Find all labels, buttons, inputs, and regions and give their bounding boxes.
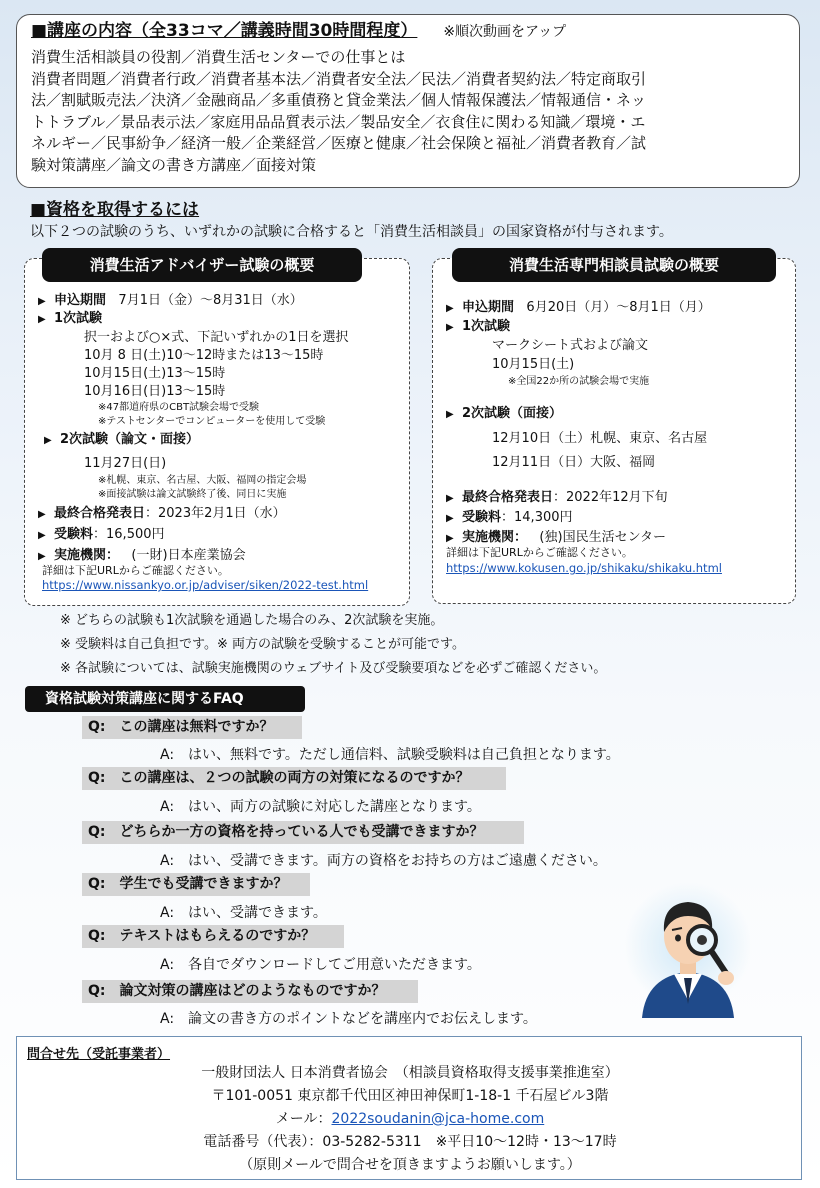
- course-note: ※順次動画をアップ: [443, 24, 567, 40]
- adviser-first: [38, 310, 102, 329]
- course-line: 法／割賦販売法／決済／金融商品／多重債務と貸金業法／個人情報保護法／情報通信・ネッ: [31, 91, 647, 109]
- adviser-second-label: 2次試験（論文・面接）: [60, 432, 200, 447]
- triangle-bullet-icon: ▶: [38, 551, 46, 562]
- adviser-result-value: ：2023年2月1日（水）: [145, 506, 286, 521]
- adviser-fee-label: 受験料: [54, 527, 94, 542]
- specialist-apply: [446, 299, 711, 318]
- faq-answer: A: 各自でダウンロードしてご用意いただきます。: [160, 957, 481, 973]
- adviser-result-label: 最終合格発表日: [54, 506, 146, 521]
- triangle-bullet-icon: ▶: [446, 409, 454, 420]
- adviser-result: [38, 505, 286, 524]
- contact-mail-label: メール：: [275, 1111, 332, 1127]
- exam-note: ※ 受験料は自己負担です。※ 両方の試験を受験することが可能です。: [60, 637, 465, 652]
- adviser-apply-label: 申込期間: [54, 293, 107, 308]
- triangle-bullet-icon: ▶: [446, 493, 454, 504]
- specialist-result-label: 最終合格発表日: [462, 490, 554, 505]
- triangle-bullet-icon: ▶: [38, 314, 46, 325]
- faq-title: 資格試験対策講座に関するFAQ: [25, 686, 305, 712]
- qualification-title: [30, 198, 199, 222]
- triangle-bullet-icon: ▶: [38, 296, 46, 307]
- triangle-bullet-icon: ▶: [38, 530, 46, 541]
- adviser-fee: [38, 526, 165, 545]
- contact-request: （原則メールで問合せを頂きますようお願いします。）: [239, 1157, 581, 1173]
- specialist-first-note: ※全国22か所の試験会場で実施: [508, 376, 650, 387]
- course-line: ネルギー／民事紛争／経済一般／企業経営／医療と健康／社会保険と福祉／消費者教育／試: [31, 134, 647, 152]
- faq-answer: A: はい、受講できます。: [160, 905, 327, 921]
- specialist-url-link[interactable]: https://www.kokusen.go.jp/shikaku/shikaku.html: [446, 561, 722, 575]
- course-content-box: [16, 14, 800, 188]
- course-title: ■講座の内容（全33コマ／講義時間30時間程度）: [31, 21, 418, 41]
- faq-answer: A: はい、両方の試験に対応した講座となります。: [160, 799, 481, 815]
- specialist-second-date: 12月11日（日）大阪、福岡: [492, 455, 656, 470]
- adviser-url-link[interactable]: https://www.nissankyo.or.jp/adviser/siken/2022-test.html: [42, 578, 369, 592]
- specialist-first: [446, 318, 510, 337]
- adviser-second-note: ※面接試験は論文試験終了後、同日に実施: [98, 489, 287, 500]
- adviser-first-date: 10月16日(日)13～15時: [84, 384, 226, 399]
- faq-question: Q: 論文対策の講座はどのようなものですか？: [82, 980, 418, 1003]
- specialist-first-desc: マークシート式および論文: [492, 338, 649, 353]
- specialist-first-label: 1次試験: [462, 319, 511, 334]
- faq-answer: A: はい、無料です。ただし通信料、試験受験料は自己負担となります。: [160, 747, 620, 763]
- person-with-magnifier-icon: [622, 880, 754, 1018]
- adviser-first-date: 10月 8 日(土)10～12時または13～15時: [84, 348, 324, 363]
- contact-org: 一般財団法人 日本消費者協会 （相談員資格取得支援事業推進室）: [201, 1065, 619, 1081]
- adviser-apply: [38, 292, 303, 311]
- adviser-heading: 消費生活アドバイザー試験の概要: [42, 248, 362, 282]
- triangle-bullet-icon: ▶: [446, 533, 454, 544]
- course-line: 消費者問題／消費者行政／消費者基本法／消費者安全法／民法／消費者契約法／特定商取引: [31, 69, 647, 88]
- specialist-org-value: (独)国民生活センター: [539, 530, 667, 545]
- adviser-first-desc: 択一および○×式、下記いずれかの1日を選択: [84, 330, 349, 345]
- adviser-second-date: 11月27日(日): [84, 456, 167, 471]
- specialist-fee-value: ：14,300円: [501, 510, 573, 525]
- specialist-fee: [446, 509, 573, 528]
- faq-question: Q: この講座は、２つの試験の両方の対策になるのですか？: [82, 767, 506, 790]
- contact-address: 〒101-0051 東京都千代田区神田神保町1-18-1 千石屋ビル3階: [211, 1088, 609, 1104]
- adviser-first-note: ※47都道府県のCBT試験会場で受験: [98, 402, 260, 413]
- contact-mail-row: [17, 1109, 803, 1129]
- specialist-org-label: 実施機関：: [462, 530, 528, 545]
- course-title-row: [31, 19, 785, 44]
- adviser-first-label: 1次試験: [54, 311, 103, 326]
- specialist-heading: 消費生活専門相談員試験の概要: [452, 248, 776, 282]
- specialist-second: [446, 405, 562, 424]
- adviser-first-note: ※テストセンターでコンピューターを使用して受験: [98, 416, 326, 427]
- exam-note: ※ 各試験については、試験実施機関のウェブサイト及び受験要項などを必ずご確認ください。: [60, 661, 607, 676]
- triangle-bullet-icon: ▶: [446, 513, 454, 524]
- contact-box: [16, 1036, 802, 1180]
- specialist-apply-value: 6月20日（月）～8月1日（月）: [526, 300, 711, 315]
- faq-answer: A: 論文の書き方のポイントなどを講座内でお伝えします。: [160, 1011, 537, 1027]
- adviser-apply-value: 7月1日（金）～8月31日（水）: [118, 293, 303, 308]
- triangle-bullet-icon: ▶: [44, 435, 52, 446]
- adviser-fee-value: ：16,500円: [93, 527, 165, 542]
- faq-question: Q: テキストはもらえるのですか？: [82, 925, 344, 948]
- adviser-first-date: 10月15日(土)13～15時: [84, 366, 226, 381]
- course-line: 験対策講座／論文の書き方講座／面接対策: [31, 155, 317, 174]
- qualification-title-text: ■資格を取得するには: [30, 200, 200, 220]
- specialist-fee-label: 受験料: [462, 510, 502, 525]
- specialist-detail: 詳細は下記URLからご確認ください。: [446, 546, 633, 559]
- triangle-bullet-icon: ▶: [38, 509, 46, 520]
- course-line: 消費生活相談員の役割／消費生活センターでの仕事とは: [31, 48, 406, 66]
- course-list: [31, 47, 785, 176]
- specialist-apply-label: 申込期間: [462, 300, 515, 315]
- contact-mail-link[interactable]: 2022soudanin@jca-home.com: [331, 1111, 545, 1127]
- exam-note: ※ どちらの試験も1次試験を通過した場合のみ、2次試験を実施。: [60, 613, 444, 628]
- adviser-second-note: ※札幌、東京、名古屋、大阪、福岡の指定会場: [98, 475, 307, 486]
- adviser-org-label: 実施機関：: [54, 548, 120, 563]
- adviser-detail: 詳細は下記URLからご確認ください。: [42, 564, 229, 577]
- adviser-second: [44, 431, 199, 450]
- triangle-bullet-icon: ▶: [446, 303, 454, 314]
- qualification-intro: 以下２つの試験のうち、いずれかの試験に合格すると「消費生活相談員」の国家資格が付与されます。: [30, 224, 673, 240]
- specialist-result: [446, 489, 668, 508]
- contact-phone: 電話番号（代表）：03-5282-5311 ※平日10～12時・13～17時: [203, 1134, 617, 1150]
- specialist-first-date: 10月15日(土): [492, 357, 575, 372]
- faq-question: Q: 学生でも受講できますか？: [82, 873, 310, 896]
- contact-title: 問合せ先（受託事業者）: [27, 1047, 171, 1062]
- faq-question: Q: この講座は無料ですか？: [82, 716, 302, 739]
- triangle-bullet-icon: ▶: [446, 322, 454, 333]
- specialist-second-date: 12月10日（土）札幌、東京、名古屋: [492, 431, 708, 446]
- specialist-second-label: 2次試験（面接）: [462, 406, 563, 421]
- specialist-result-value: ：2022年12月下旬: [553, 490, 668, 505]
- faq-answer: A: はい、受講できます。両方の資格をお持ちの方はご遠慮ください。: [160, 853, 607, 869]
- faq-question: Q: どちらか一方の資格を持っている人でも受講できますか？: [82, 821, 524, 844]
- course-line: トトラブル／景品表示法／家庭用品品質表示法／製品安全／衣食住に関わる知識／環境・エ: [31, 112, 646, 131]
- adviser-org-value: (一財)日本産業協会: [131, 548, 246, 563]
